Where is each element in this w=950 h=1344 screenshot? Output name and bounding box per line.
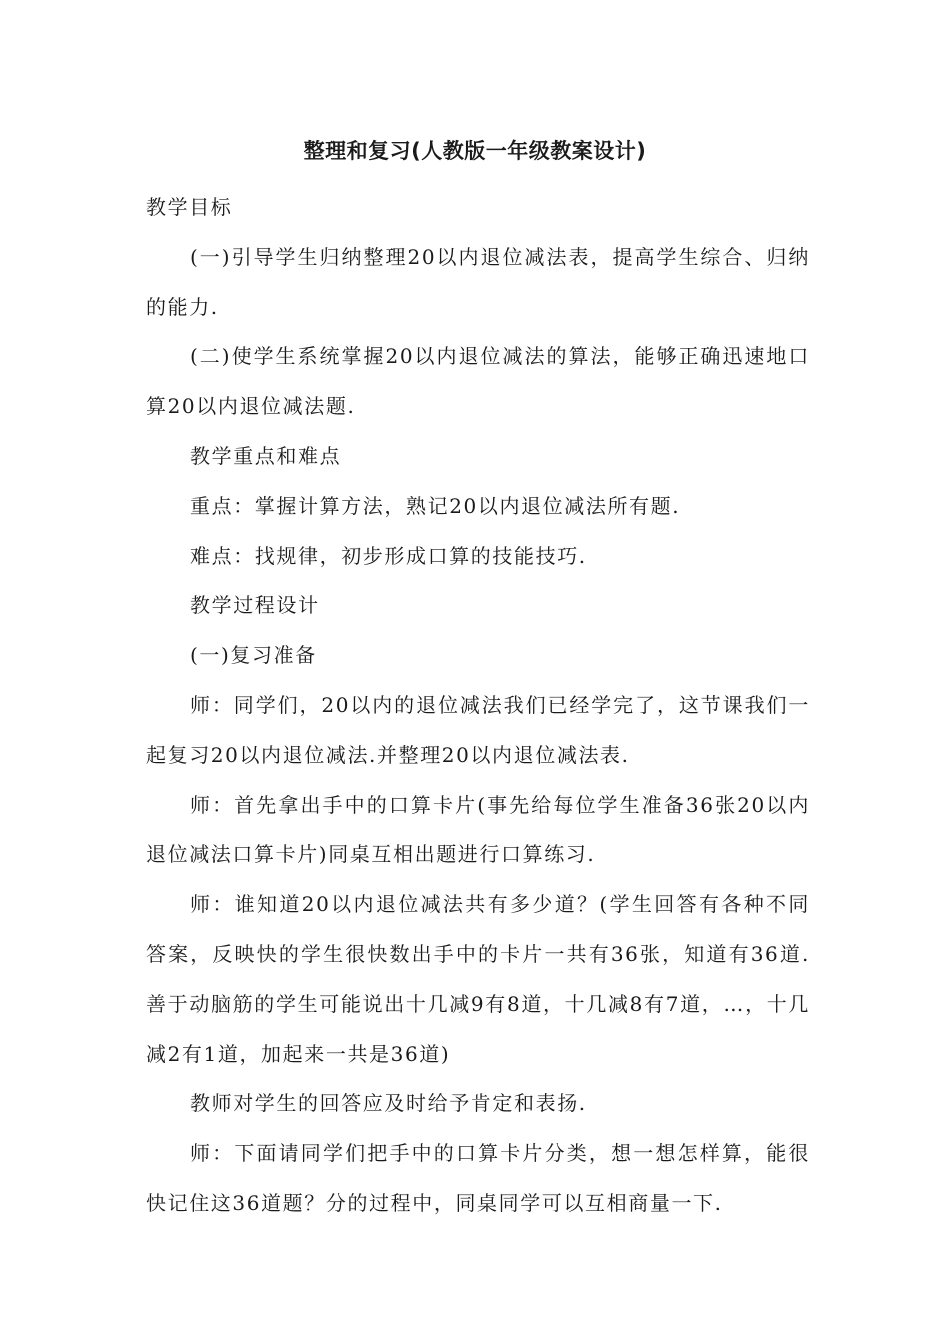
paragraph: 师：同学们，20以内的退位减法我们已经学完了，这节课我们一起复习20以内退位减法.并整理20以内退位减法表. bbox=[146, 692, 810, 767]
paragraph: 重点：掌握计算方法，熟记20以内退位减法所有题. bbox=[190, 493, 681, 518]
paragraph: (一)复习准备 bbox=[190, 643, 317, 668]
paragraph: 教学目标 bbox=[146, 195, 233, 219]
paragraph: 教学过程设计 bbox=[190, 593, 320, 618]
paragraph: 教学重点和难点 bbox=[190, 443, 342, 468]
paragraph: (二)使学生系统掌握20以内退位减法的算法，能够正确迅速地口算20以内退位减法题. bbox=[146, 344, 810, 419]
paragraph: 教师对学生的回答应及时给予肯定和表扬. bbox=[190, 1091, 587, 1116]
paragraph: 师：下面请同学们把手中的口算卡片分类，想一想怎样算，能很快记住这36道题？分的过程中，同桌同学可以互相商量一下. bbox=[146, 1141, 810, 1215]
paragraph: 师：首先拿出手中的口算卡片(事先给每位学生准备36张20以内退位减法口算卡片)同桌互相出题进行口算练习. bbox=[146, 792, 810, 867]
paragraph: (一)引导学生归纳整理20以内退位减法表，提高学生综合、归纳的能力. bbox=[146, 244, 810, 319]
paragraph: 师：谁知道20以内退位减法共有多少道？(学生回答有各种不同答案，反映快的学生很快数出手中的卡片一共有36张，知道有36道.善于动脑筋的学生可能说出十几减9有8道，十几减8有7道，…，十几减2有1道，加起来一共是36道) bbox=[146, 892, 810, 1066]
document-title: 整理和复习(人教版一年级教案设计) bbox=[303, 139, 647, 163]
paragraph: 难点：找规律，初步形成口算的技能技巧. bbox=[190, 543, 587, 568]
document-body bbox=[146, 183, 810, 1229]
